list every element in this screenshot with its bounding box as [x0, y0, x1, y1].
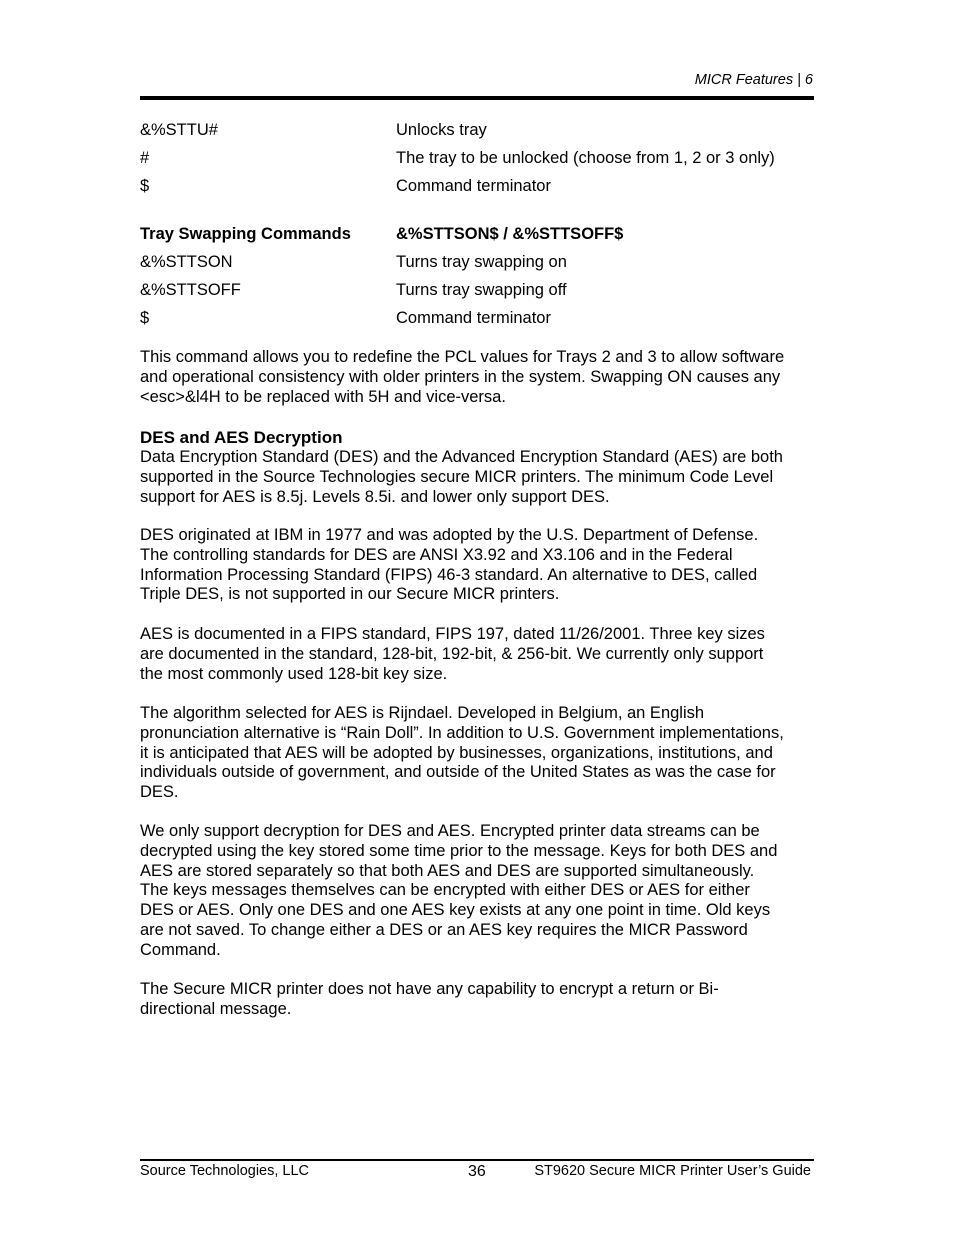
paragraph-line: Triple DES, is not supported in our Secure MICR printers. — [140, 585, 560, 604]
paragraph-line: DES originated at IBM in 1977 and was adopted by the U.S. Department of Defense. — [140, 526, 759, 544]
paragraph-line: Information Processing Standard (FIPS) 46-3 standard. An alternative to DES, called — [140, 565, 758, 584]
paragraph-line: individuals outside of government, and outside of the United States as was the case for — [140, 763, 776, 782]
command-description: The tray to be unlocked (choose from 1, 2 or 3 only) — [396, 149, 775, 167]
command-description: Unlocks tray — [396, 121, 487, 139]
command-description: Command terminator — [396, 177, 551, 195]
command-row — [140, 119, 820, 141]
tray-swapping-heading: Tray Swapping Commands — [140, 225, 351, 243]
command-param: $ — [140, 309, 150, 327]
paragraph-line: support for AES is 8.5j. Levels 8.5i. and lower only support DES. — [140, 487, 610, 506]
command-description: Turns tray swapping on — [396, 253, 567, 271]
paragraph-line: it is anticipated that AES will be adopted by businesses, organizations, institutions, and — [140, 743, 773, 762]
body-paragraph — [140, 625, 814, 684]
tray-swapping-syntax: &%STTSON$ / &%STTSOFF$ — [396, 225, 624, 243]
command-param: # — [140, 149, 150, 167]
paragraph-line: The algorithm selected for AES is Rijndael. Developed in Belgium, an English — [140, 704, 705, 722]
paragraph-line: The controlling standards for DES are ANSI X3.92 and X3.106 and in the Federal — [140, 545, 733, 564]
paragraph-line: and operational consistency with older printers in the system. Swapping ON causes any — [140, 367, 781, 386]
command-description: Command terminator — [396, 309, 551, 327]
body-paragraph — [140, 822, 814, 961]
paragraph-line: The keys messages themselves can be encrypted with either DES or AES for either — [140, 881, 750, 900]
paragraph-line: AES is documented in a FIPS standard, FIPS 197, dated 11/26/2001. Three key sizes — [140, 625, 765, 643]
command-row — [140, 279, 820, 301]
command-param: &%STTU# — [140, 121, 218, 139]
paragraph-line: are documented in the standard, 128-bit, 192-bit, & 256-bit. We currently only support — [140, 644, 764, 663]
paragraph-line: decrypted using the key stored some time prior to the message. Keys for both DES and — [140, 841, 778, 860]
paragraph-line: AES are stored separately so that both AES and DES are supported simultaneously. — [140, 861, 755, 880]
command-description: Turns tray swapping off — [396, 281, 567, 299]
section-heading: DES and AES Decryption — [140, 428, 343, 447]
paragraph-line: The Secure MICR printer does not have any capability to encrypt a return or Bi- — [140, 980, 719, 998]
command-param: $ — [140, 177, 150, 195]
paragraph-line: Command. — [140, 940, 221, 959]
footer-company: Source Technologies, LLC — [140, 1163, 310, 1179]
tray-swapping-paragraph — [140, 348, 814, 407]
paragraph-line: the most commonly used 128-bit key size. — [140, 664, 448, 683]
header-section-title: MICR Features — [694, 72, 794, 88]
paragraph-line: DES. — [140, 783, 179, 802]
body-paragraph — [140, 980, 814, 1020]
paragraph-line: <esc>&l4H to be replaced with 5H and vice-versa. — [140, 387, 506, 406]
command-row — [140, 251, 820, 273]
page-header — [140, 72, 813, 88]
paragraph-line: pronunciation alternative is “Rain Doll”. In addition to U.S. Government implementations, — [140, 723, 784, 742]
command-row — [140, 307, 820, 329]
footer-rule — [140, 1159, 814, 1161]
body-paragraph — [140, 448, 814, 507]
footer-page-number: 36 — [468, 1163, 486, 1180]
paragraph-line: This command allows you to redefine the PCL values for Trays 2 and 3 to allow software — [140, 348, 785, 366]
command-row — [140, 147, 820, 169]
paragraph-line: are not saved. To change either a DES or an AES key requires the MICR Password — [140, 920, 748, 939]
footer-guide-title: ST9620 Secure MICR Printer User’s Guide — [534, 1163, 811, 1179]
body-paragraph — [140, 704, 814, 803]
paragraph-line: We only support decryption for DES and AES. Encrypted printer data streams can be — [140, 822, 760, 840]
paragraph-line: DES or AES. Only one DES and one AES key exists at any one point in time. Old keys — [140, 901, 771, 920]
header-separator: | — [797, 72, 801, 88]
paragraph-line: Data Encryption Standard (DES) and the Advanced Encryption Standard (AES) are both — [140, 448, 783, 466]
command-param: &%STTSON — [140, 253, 233, 271]
body-paragraph — [140, 526, 814, 605]
tray-swapping-heading-row — [140, 223, 820, 245]
paragraph-line: supported in the Source Technologies secure MICR printers. The minimum Code Level — [140, 467, 774, 486]
command-row — [140, 175, 820, 197]
command-param: &%STTSOFF — [140, 281, 241, 299]
paragraph-line: directional message. — [140, 999, 292, 1018]
header-rule — [140, 96, 814, 100]
header-section-number: 6 — [804, 72, 813, 88]
